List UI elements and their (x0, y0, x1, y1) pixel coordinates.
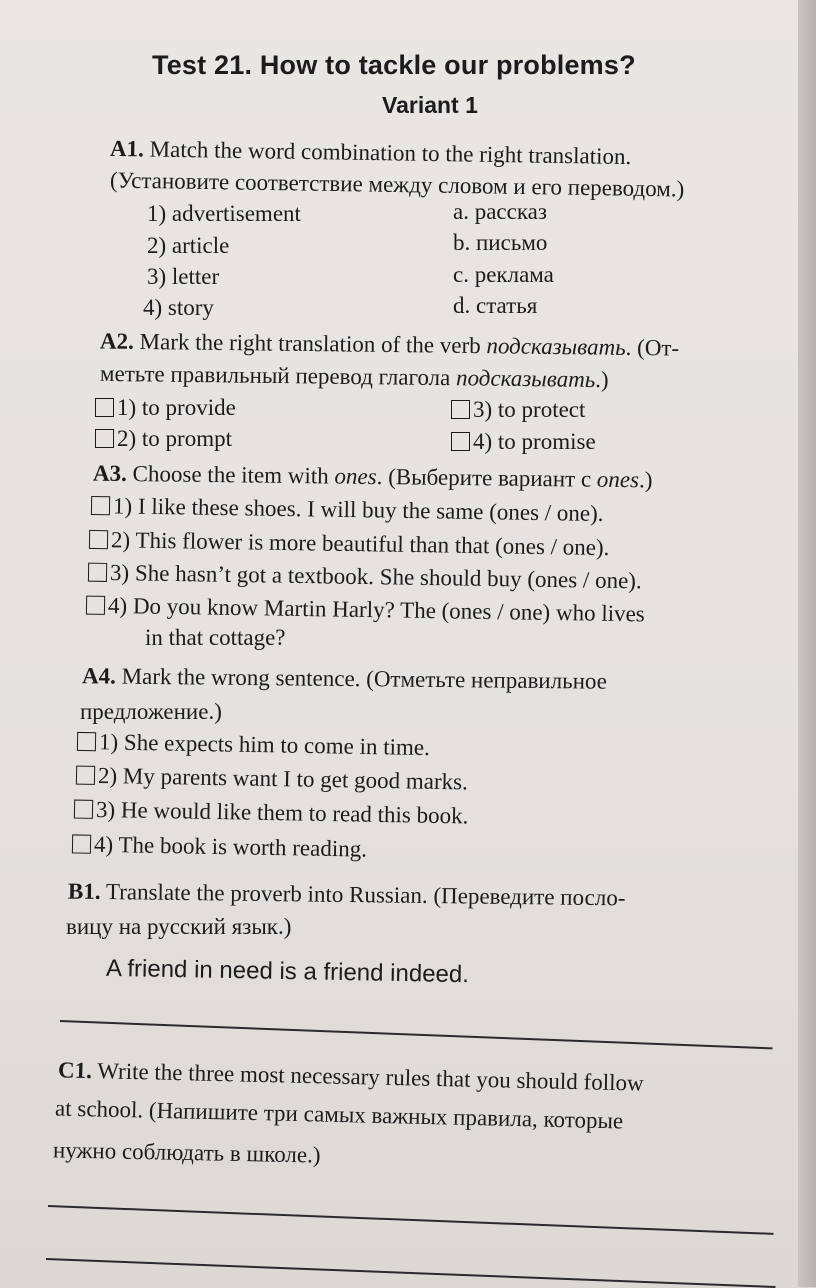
a1-translation: d. статья (453, 293, 538, 318)
a2-option-checkbox[interactable] (451, 400, 470, 419)
a2-option-label: 3) to protect (473, 397, 586, 422)
a3-option-checkbox[interactable] (88, 563, 107, 582)
a4-text: Mark the wrong sentence. (Отметьте неправильное (121, 663, 608, 694)
b1-number: B1. (67, 878, 101, 904)
a4-option-label: 4) The book is worth reading. (93, 831, 368, 862)
a1-word: 2) article (147, 233, 230, 258)
a4-option-checkbox[interactable] (72, 834, 91, 853)
a1-word: 3) letter (147, 264, 220, 289)
a2-option-checkbox[interactable] (95, 429, 114, 448)
a3-option-label: 4) Do you know Martin Harly? The (ones / one) who lives (107, 592, 645, 627)
b1-proverb: A friend in need is a friend indeed. (105, 954, 470, 989)
a4-option-label: 3) He would like them to read this book. (95, 796, 469, 829)
a3-text: Choose the item with (132, 461, 335, 489)
a3-number: A3. (92, 460, 128, 486)
a1-word: 1) advertisement (147, 201, 301, 226)
c1-text: Write the three most necessary rules that you should follow (97, 1058, 644, 1096)
a2-option-checkbox[interactable] (451, 432, 470, 451)
a4-number: A4. (81, 663, 117, 689)
a3-option-checkbox[interactable] (89, 530, 108, 549)
a1-instruction-text: Match the word combination to the right translation. (149, 136, 632, 170)
a4-option-checkbox[interactable] (77, 732, 96, 751)
c1-number: C1. (57, 1057, 93, 1084)
b1-text: Translate the proverb into Russian. (Переведите посло- (105, 879, 626, 911)
page-title: Test 21. How to tackle our problems? (152, 50, 636, 80)
a1-instruction-ru: (Установите соответствие между словом и его переводом.) (109, 167, 685, 202)
c1-instruction-cont: нужно соблюдать в школе.) (52, 1137, 321, 1168)
a2-number: A2. (99, 328, 135, 354)
a2-option-label: 1) to provide (117, 395, 236, 420)
b1-instruction-cont: вицу на русский язык.) (66, 914, 292, 939)
a4-option-label: 2) My parents want I to get good marks. (97, 762, 469, 795)
a2-option[interactable] (451, 429, 596, 455)
c1-instruction-cont: at school. (Напишите три самых важных правила, которые (54, 1095, 624, 1134)
a1-word: 4) story (143, 295, 214, 320)
a2-option[interactable] (95, 426, 232, 452)
a3-text: . (Выберите вариант с (376, 464, 598, 492)
a2-option[interactable] (95, 395, 236, 421)
a2-verb: подсказывать (486, 333, 626, 360)
a4-option-label: 1) She expects him to come in time. (98, 729, 431, 761)
a4-option[interactable] (72, 831, 367, 862)
a1-number: A1. (109, 135, 145, 162)
a1-translation: a. рассказ (453, 199, 547, 224)
a2-option-checkbox[interactable] (95, 398, 114, 417)
a2-verb: подсказывать (455, 365, 596, 392)
a4-option-checkbox[interactable] (76, 766, 95, 785)
a4-instruction (82, 663, 607, 694)
a3-option-label: 2) This flower is more beautiful than that (ones / one). (110, 527, 610, 561)
a2-option-label: 2) to prompt (117, 426, 232, 451)
a3-option-checkbox[interactable] (91, 496, 110, 515)
a4-instruction-cont: предложение.) (80, 699, 222, 724)
a2-text: метьте правильный перевод глагола (99, 360, 457, 391)
a1-translation: c. реклама (453, 262, 554, 287)
a3-word: ones (334, 463, 377, 490)
a4-option-checkbox[interactable] (74, 800, 93, 819)
a2-text: . (От- (625, 334, 680, 361)
a1-translation: b. письмо (453, 230, 548, 255)
a3-word: ones (596, 466, 640, 493)
page-edge (798, 0, 816, 1287)
variant-label: Variant 1 (382, 92, 478, 118)
a2-text: .) (595, 366, 609, 393)
a3-option-label: 1) I like these shoes. I will buy the same (ones / one). (112, 493, 604, 527)
a3-option-label: 3) She hasn’t got a textbook. She should buy (ones / one). (109, 559, 642, 594)
a3-option-cont: in that cottage? (145, 625, 286, 650)
a3-option-checkbox[interactable] (86, 596, 105, 615)
a2-option[interactable] (451, 397, 585, 423)
a2-text: Mark the right translation of the verb (139, 328, 487, 359)
a3-text: .) (638, 467, 653, 493)
a2-option-label: 4) to promise (473, 429, 596, 454)
